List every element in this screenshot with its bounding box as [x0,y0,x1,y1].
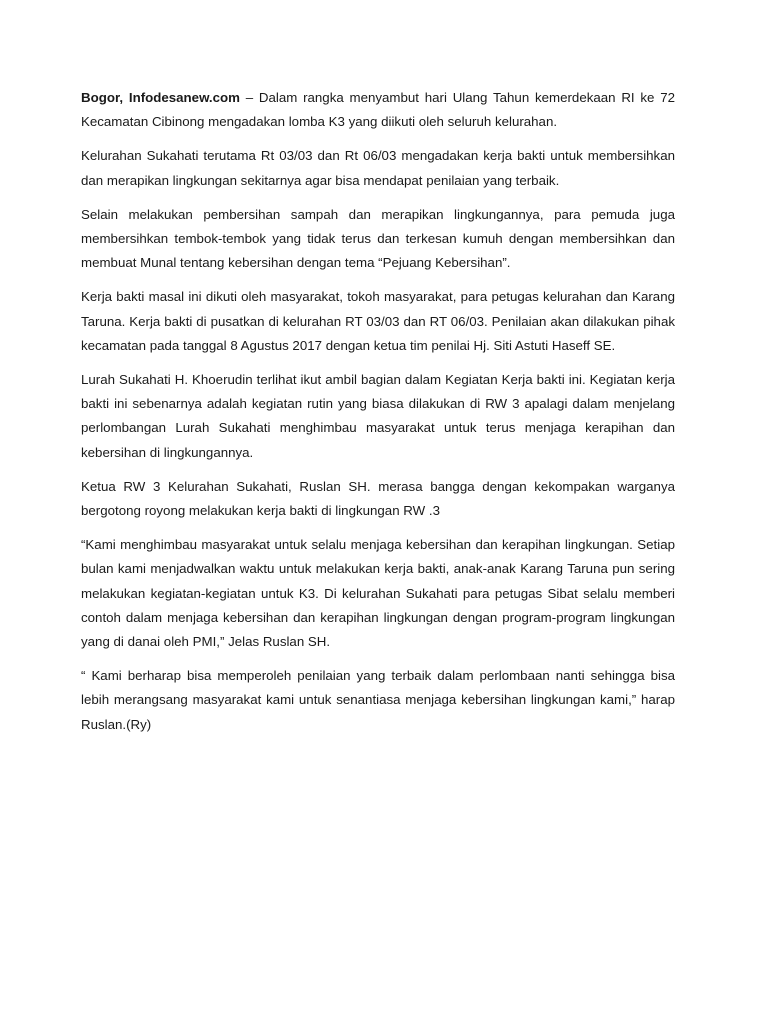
article-body [81,86,675,747]
paragraph-7: “ Kami berharap bisa memperoleh penilaian yang terbaik dalam perlombaan nanti sehingga bisa lebih merangsang masyarakat kami untuk senantiasa menjaga kebersihan lingkungan kami,” harap Ruslan.(Ry) [81,668,675,732]
lead-paragraph [81,86,675,134]
paragraph-4: Lurah Sukahati H. Khoerudin terlihat ikut ambil bagian dalam Kegiatan Kerja bakti ini. Kegiatan kerja bakti ini sebenarnya adalah kegiatan rutin yang biasa dilakukan di RW 3 apalagi dalam menjelang perlombangan Lurah Sukahati menghimbau masyarakat untuk terus menjaga kerapihan dan kebersihan di lingkungannya. [81,372,675,460]
paragraph-1: Kelurahan Sukahati terutama Rt 03/03 dan Rt 06/03 mengadakan kerja bakti untuk membersihkan dan merapikan lingkungan sekitarnya agar bisa mendapat penilaian yang terbaik. [81,148,675,188]
lead-text: – Dalam rangka menyambut hari Ulang Tahun kemerdekaan RI ke 72 Kecamatan Cibinong mengadakan lomba K3 yang diikuti oleh seluruh kelurahan. [81,90,675,130]
dateline: Bogor, Infodesanew.com [81,90,240,105]
paragraph-3: Kerja bakti masal ini dikuti oleh masyarakat, tokoh masyarakat, para petugas kelurahan dan Karang Taruna. Kerja bakti di pusatkan di kelurahan RT 03/03 dan RT 06/03. Penilaian akan dilakukan pihak kecamatan pada tanggal 8 Agustus 2017 dengan ketua tim penilai Hj. Siti Astuti Haseff SE. [81,289,675,353]
paragraph-2: Selain melakukan pembersihan sampah dan merapikan lingkungannya, para pemuda juga membersihkan tembok-tembok yang tidak terus dan terkesan kumuh dengan membersihkan dan membuat Munal tentang kebersihan dengan tema “Pejuang Kebersihan”. [81,206,675,271]
paragraph-5: Ketua RW 3 Kelurahan Sukahati, Ruslan SH. merasa bangga dengan kekompakan warganya bergotong royong melakukan kerja bakti di lingkungan RW .3 [81,478,675,519]
paragraph-6: “Kami menghimbau masyarakat untuk selalu menjaga kebersihan dan kerapihan lingkungan. Setiap bulan kami menjadwalkan waktu untuk melakukan kerja bakti, anak-anak Karang Taruna pun sering melakukan kegiatan-kegiatan untuk K3. Di kelurahan Sukahati para petugas Sibat selalu memberi contoh dalam menjaga kebersihan dan kerapihan lingkungan dengan program-program lingkungan yang di danai oleh PMI,” Jelas Ruslan SH. [81,537,675,650]
